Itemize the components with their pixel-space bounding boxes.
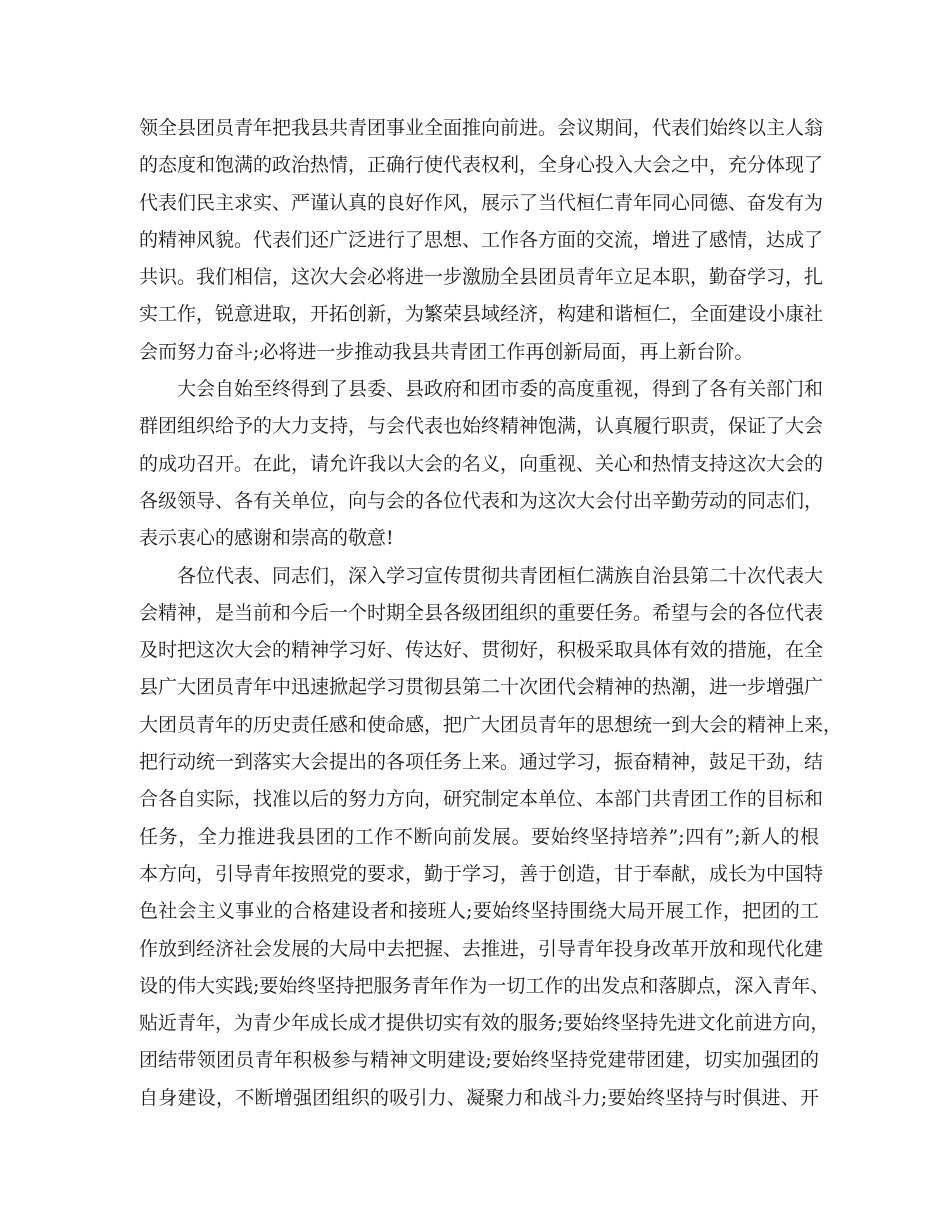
text-line: 大会自始至终得到了县委、县政府和团市委的高度重视，得到了各有关部门和 bbox=[177, 378, 824, 401]
text-line: 自身建设，不断增强团组织的吸引力、凝聚力和战斗力;要始终坚持与时俱进、开 bbox=[139, 1086, 819, 1109]
text-line: 的精神风貌。代表们还广泛进行了思想、工作各方面的交流，增进了感情，达成了 bbox=[139, 228, 824, 251]
text-line: 设的伟大实践;要始终坚持把服务青年作为一切工作的出发点和落脚点，深入青年、 bbox=[139, 974, 830, 997]
text-line: 把行动统一到落实大会提出的各项任务上来。通过学习，振奋精神，鼓足干劲，结 bbox=[139, 751, 824, 774]
paragraph bbox=[139, 110, 824, 371]
text-line: 大团员青年的历史责任感和使命感，把广大团员青年的思想统一到大会的精神上来， bbox=[139, 713, 843, 736]
text-line: 领全县团员青年把我县共青团事业全面推向前进。会议期间，代表们始终以主人翁 bbox=[139, 117, 824, 139]
text-line: 作放到经济社会发展的大局中去把握、去推进，引导青年投身改革开放和现代化建 bbox=[139, 937, 824, 960]
text-line: 的态度和饱满的政治热情，正确行使代表权利，全身心投入大会之中，充分体现了 bbox=[139, 154, 824, 177]
text-line: 县广大团员青年中迅速掀起学习贯彻县第二十次团代会精神的热潮，进一步增强广 bbox=[139, 676, 824, 699]
text-line: 合各自实际，找准以后的努力方向，研究制定本单位、本部门共青团工作的目标和 bbox=[139, 788, 824, 811]
text-line: 共识。我们相信，这次大会必将进一步激励全县团员青年立足本职，勤奋学习，扎 bbox=[139, 266, 824, 289]
text-line: 本方向，引导青年按照党的要求，勤于学习，善于创造，甘于奉献，成长为中国特 bbox=[139, 862, 824, 885]
text-line: 贴近青年，为青少年成长成才提供切实有效的服务;要始终坚持先进文化前进方向， bbox=[139, 1012, 830, 1035]
text-line: 各位代表、同志们，深入学习宣传贯彻共青团桓仁满族自治县第二十次代表大 bbox=[177, 564, 824, 587]
text-line: 会而努力奋斗;必将进一步推动我县共青团工作再创新局面，再上新台阶。 bbox=[139, 340, 754, 363]
text-line: 及时把这次大会的精神学习好、传达好、贯彻好，积极采取具体有效的措施，在全 bbox=[139, 639, 824, 662]
text-line: 表示衷心的感谢和崇高的敬意! bbox=[139, 527, 394, 550]
text-line: 团结带领团员青年积极参与精神文明建设;要始终坚持党建带团建，切实加强团的 bbox=[139, 1049, 819, 1072]
text-line: 的成功召开。在此，请允许我以大会的名义，向重视、关心和热情支持这次大会的 bbox=[139, 452, 824, 475]
text-line: 各级领导、各有关单位，向与会的各位代表和为这次大会付出辛勤劳动的同志们， bbox=[139, 489, 824, 512]
paragraph bbox=[139, 558, 843, 1117]
paragraph bbox=[139, 371, 824, 557]
text-line: 会精神，是当前和今后一个时期全县各级团组织的重要任务。希望与会的各位代表 bbox=[139, 601, 824, 624]
text-line: 群团组织给予的大力支持，与会代表也始终精神饱满，认真履行职责，保证了大会 bbox=[139, 415, 824, 438]
text-line: 任务，全力推进我县团的工作不断向前发展。要始终坚持培养”;四有”;新人的根 bbox=[139, 825, 819, 848]
text-line: 色社会主义事业的合格建设者和接班人;要始终坚持围绕大局开展工作，把团的工 bbox=[139, 900, 819, 923]
text-line: 代表们民主求实、严谨认真的良好作风，展示了当代桓仁青年同心同德、奋发有为 bbox=[139, 191, 824, 214]
document-body bbox=[139, 110, 843, 1117]
text-line: 实工作，锐意进取，开拓创新，为繁荣县域经济，构建和谐桓仁，全面建设小康社 bbox=[139, 303, 824, 326]
